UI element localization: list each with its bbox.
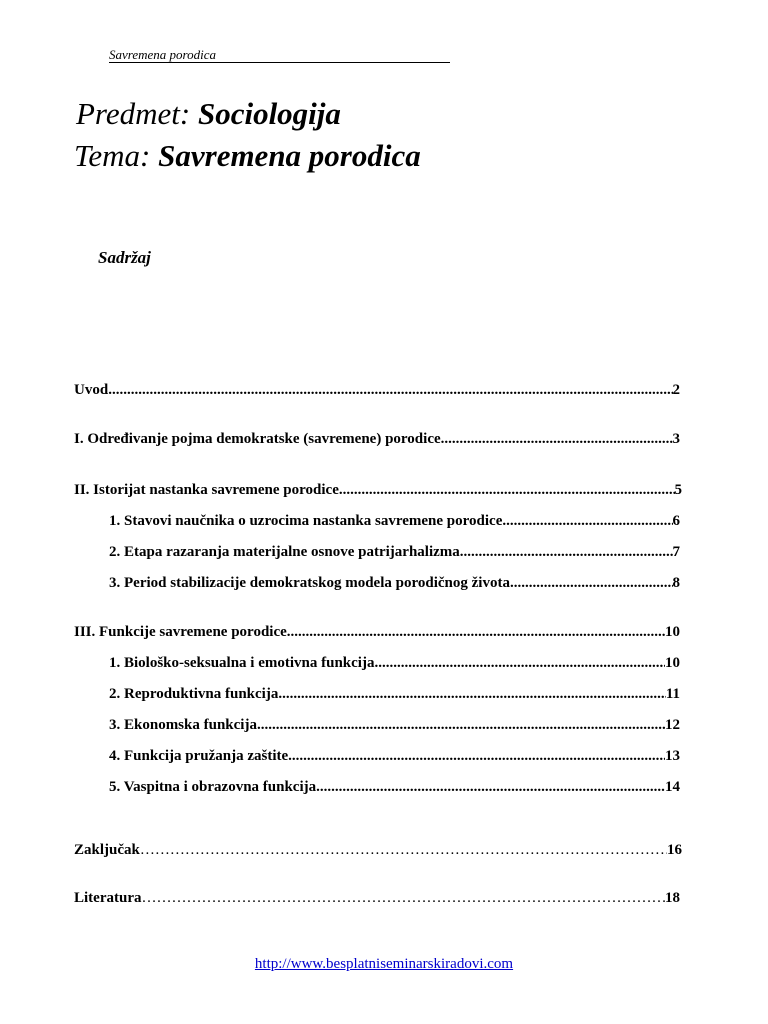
toc-entry-section-1[interactable]	[74, 429, 680, 449]
toc-page: 12	[665, 717, 680, 733]
toc-page: 7	[672, 544, 680, 560]
toc-page: 10	[665, 655, 680, 671]
toc-entry-section-3[interactable]	[74, 622, 680, 642]
toc-page: 16	[667, 842, 682, 858]
topic-value: Savremena porodica	[158, 138, 421, 173]
toc-leader	[339, 480, 675, 500]
toc-entry-text: 5. Vaspitna i obrazovna funkcija	[109, 779, 317, 795]
toc-leader	[141, 888, 665, 908]
toc-entry-text: Uvod	[74, 382, 109, 398]
subject-value: Sociologija	[197, 96, 341, 131]
toc-entry-section-2-3[interactable]	[109, 573, 680, 593]
toc-entry-text: Literatura	[74, 890, 142, 906]
toc-entry-section-2-1[interactable]	[109, 511, 680, 531]
toc-leader	[140, 840, 667, 860]
toc-page: 3	[672, 431, 680, 447]
toc-entry-text: 1. Biološko-seksualna i emotivna funkcija	[109, 655, 375, 671]
toc-entry-text: Zaključak	[74, 842, 140, 858]
toc-page: 18	[665, 890, 680, 906]
running-header: Savremena porodica	[109, 47, 450, 63]
toc-leader	[441, 429, 673, 449]
toc-entry-section-3-4[interactable]	[109, 746, 680, 766]
toc-entry-text: III. Funkcije savremene porodice	[74, 624, 287, 640]
toc-page: 10	[665, 624, 680, 640]
toc-entry-text: 3. Ekonomska funkcija	[109, 717, 257, 733]
toc-entry-text: 2. Reproduktivna funkcija	[109, 686, 279, 702]
toc-entry-section-3-5[interactable]	[109, 777, 680, 797]
toc-leader	[108, 380, 672, 400]
subject-line	[76, 96, 341, 132]
topic-line	[74, 138, 421, 174]
toc-leader	[316, 777, 665, 797]
toc-leader	[287, 622, 665, 642]
toc-page: 14	[665, 779, 680, 795]
toc-entry-section-3-1[interactable]	[109, 653, 680, 673]
toc-entry-literatura[interactable]	[74, 888, 680, 908]
toc-entry-text: 1. Stavovi naučnika o uzrocima nastanka savremene porodice	[109, 513, 503, 529]
toc-entry-section-2[interactable]	[74, 480, 682, 500]
topic-label: Tema:	[74, 138, 151, 173]
toc-entry-zakljucak[interactable]	[74, 840, 682, 860]
toc-page: 13	[665, 748, 680, 764]
footer	[0, 956, 768, 973]
toc-entry-text: 2. Etapa razaranja materijalne osnove patrijarhalizma	[109, 544, 460, 560]
toc-page: 8	[672, 575, 680, 591]
subject-label: Predmet:	[76, 96, 191, 131]
toc-entry-uvod[interactable]	[74, 380, 680, 400]
toc-page: 5	[674, 482, 682, 498]
toc-entry-section-2-2[interactable]	[109, 542, 680, 562]
toc-page: 11	[665, 686, 680, 702]
toc-leader	[502, 511, 672, 531]
toc-leader	[257, 715, 665, 735]
toc-entry-text: 4. Funkcija pružanja zaštite	[109, 748, 289, 764]
toc-entry-text: I. Određivanje pojma demokratske (savremene) porodice	[74, 431, 441, 447]
toc-leader	[288, 746, 665, 766]
toc-page: 6	[672, 513, 680, 529]
toc-leader	[278, 684, 665, 704]
toc-leader	[460, 542, 673, 562]
toc-entry-section-3-3[interactable]	[109, 715, 680, 735]
toc-page: 2	[672, 382, 680, 398]
toc-leader	[374, 653, 665, 673]
toc-entry-section-3-2[interactable]	[109, 684, 680, 704]
toc-heading: Sadržaj	[98, 248, 151, 267]
toc-entry-text: II. Istorijat nastanka savremene porodice	[74, 482, 339, 498]
website-link[interactable]: http://www.besplatniseminarskiradovi.com	[254, 956, 514, 972]
toc-leader	[510, 573, 673, 593]
toc-entry-text: 3. Period stabilizacije demokratskog modela porodičnog života	[109, 575, 510, 591]
